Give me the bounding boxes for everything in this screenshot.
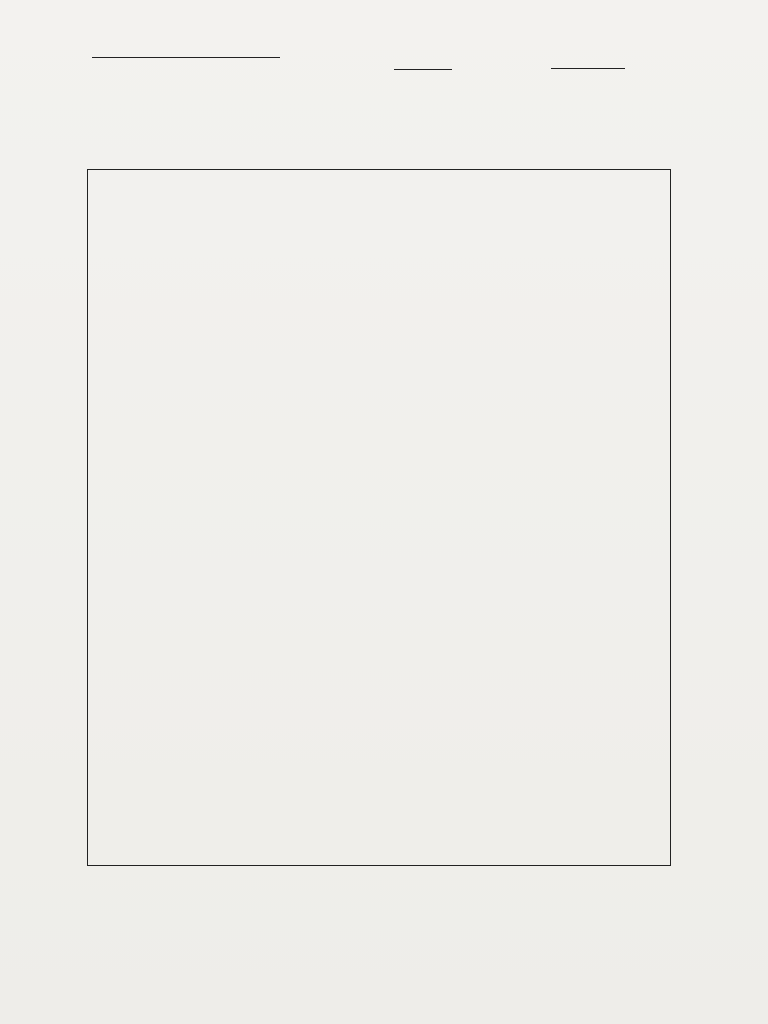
grade-blank[interactable] (394, 55, 452, 70)
name-blank[interactable] (92, 39, 280, 58)
score-blank[interactable] (551, 54, 625, 69)
problem-grid (87, 169, 671, 866)
name-field[interactable] (86, 38, 280, 58)
grade-field[interactable] (394, 50, 452, 70)
score-field[interactable] (547, 49, 625, 69)
